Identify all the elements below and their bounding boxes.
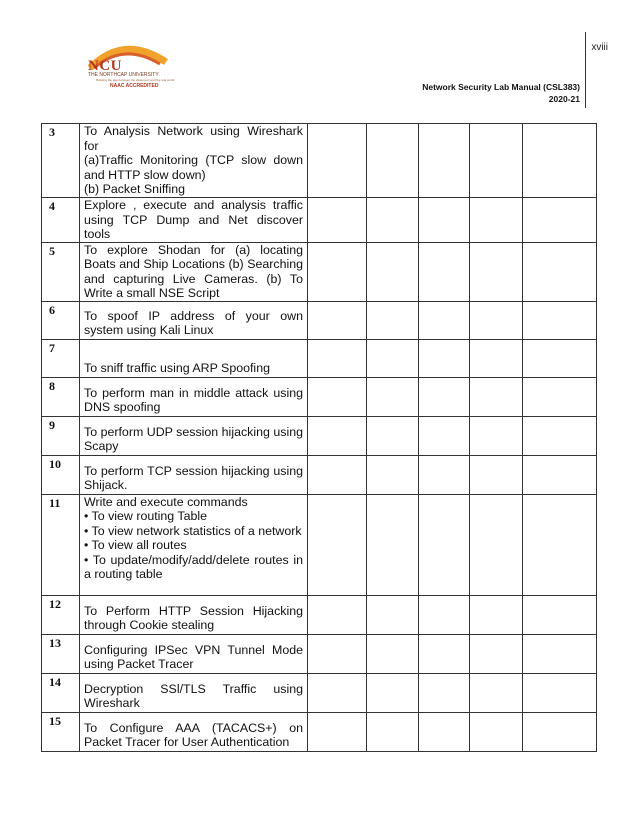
blank-cell [419,673,470,712]
logo-subtitle: THE NORTHCAP UNIVERSITY [88,72,159,78]
description-line: To explore Shodan for (a) locating Boats and Ship Locations (b) Searching and capturing Live Cameras. (b) To Write a small NSE Script [84,242,303,300]
table-row [42,494,597,595]
blank-cell [367,339,419,377]
blank-cell [367,242,419,301]
description-line: • To view network statistics of a network [84,523,302,538]
experiment-description [80,339,308,377]
blank-cell [308,198,367,243]
table-row [42,377,597,416]
blank-cell [523,673,597,712]
blank-cell [367,634,419,673]
table-row [42,339,597,377]
experiment-number: 3 [42,124,80,198]
blank-cell [523,377,597,416]
experiment-number: 5 [42,242,80,301]
experiment-description [80,124,308,198]
description-line: To sniff traffic using ARP Spoofing [84,361,270,375]
blank-cell [308,242,367,301]
blank-cell [367,301,419,339]
description-line: • To view all routes [84,538,187,552]
blank-cell [419,339,470,377]
blank-cell [308,595,367,634]
manual-title: Network Security Lab Manual (CSL383) [422,82,580,92]
blank-cell [308,301,367,339]
page-number: xviii [591,42,608,53]
experiment-number: 7 [42,339,80,377]
blank-cell [308,416,367,455]
blank-cell [523,301,597,339]
blank-cell [470,455,523,494]
blank-cell [470,242,523,301]
description-line: To perform TCP session hijacking using Shijack. [84,463,303,492]
description-line: Write and execute commands [84,494,248,509]
blank-cell [523,595,597,634]
description-line: To perform man in middle attack using DNS spoofing [84,385,303,414]
blank-cell [419,124,470,198]
blank-cell [523,712,597,751]
blank-cell [367,595,419,634]
blank-cell [523,242,597,301]
blank-cell [308,712,367,751]
experiment-description [80,416,308,455]
experiment-number: 10 [42,455,80,494]
blank-cell [367,455,419,494]
table-row [42,198,597,243]
logo-accreditation: NAAC ACCREDITED [110,83,159,89]
experiment-table [41,123,597,752]
blank-cell [470,198,523,243]
experiment-description [80,198,308,243]
blank-cell [470,301,523,339]
blank-cell [308,124,367,198]
table-row [42,712,597,751]
blank-cell [523,124,597,198]
experiment-number: 13 [42,634,80,673]
logo-text: NCU [88,58,122,74]
blank-cell [367,198,419,243]
experiment-description [80,455,308,494]
blank-cell [523,494,597,595]
experiment-description [80,595,308,634]
blank-cell [367,712,419,751]
experiment-description [80,301,308,339]
table-row [42,455,597,494]
blank-cell [523,455,597,494]
blank-cell [419,242,470,301]
blank-cell [419,494,470,595]
blank-cell [367,673,419,712]
blank-cell [470,712,523,751]
description-line: • To update/modify/add/delete routes in a routing table [84,552,303,581]
blank-cell [470,124,523,198]
blank-cell [470,416,523,455]
blank-cell [308,339,367,377]
blank-cell [419,301,470,339]
experiment-number: 12 [42,595,80,634]
description-line: (b) Packet Sniffing [84,182,186,196]
blank-cell [419,198,470,243]
experiment-description [80,494,308,595]
experiment-description [80,712,308,751]
description-line: (a)Traffic Monitoring (TCP slow down and HTTP slow down) [84,153,303,182]
table-row [42,124,597,198]
description-line: To spoof IP address of your own system using Kali Linux [84,308,303,337]
experiment-number: 6 [42,301,80,339]
blank-cell [419,377,470,416]
experiment-number: 8 [42,377,80,416]
blank-cell [419,634,470,673]
blank-cell [419,455,470,494]
manual-year: 2020-21 [548,94,580,104]
blank-cell [367,494,419,595]
blank-cell [308,673,367,712]
blank-cell [470,595,523,634]
experiment-number: 15 [42,712,80,751]
experiment-description [80,673,308,712]
blank-cell [470,339,523,377]
blank-cell [470,673,523,712]
blank-cell [419,712,470,751]
experiment-description [80,634,308,673]
experiment-description [80,242,308,301]
table-row [42,242,597,301]
blank-cell [308,494,367,595]
blank-cell [308,634,367,673]
blank-cell [419,595,470,634]
table-row [42,595,597,634]
blank-cell [367,377,419,416]
blank-cell [470,377,523,416]
description-line: To Perform HTTP Session Hijacking through Cookie stealing [84,603,303,632]
blank-cell [419,416,470,455]
blank-cell [523,416,597,455]
experiment-number: 4 [42,198,80,243]
experiment-description [80,377,308,416]
description-line: Configuring IPSec VPN Tunnel Mode using Packet Tracer [84,642,303,671]
table-row [42,634,597,673]
blank-cell [367,124,419,198]
blank-cell [367,416,419,455]
description-line: To perform UDP session hijacking using Scapy [84,424,303,453]
blank-cell [308,377,367,416]
blank-cell [308,455,367,494]
experiment-number: 9 [42,416,80,455]
description-line: To Configure AAA (TACACS+) on Packet Tracer for User Authentication [84,720,303,749]
description-line: To Analysis Network using Wireshark for [84,124,303,153]
description-line: Decryption SSl/TLS Traffic using Wireshark [84,681,303,710]
experiment-number: 14 [42,673,80,712]
blank-cell [523,634,597,673]
blank-cell [523,339,597,377]
blank-cell [523,198,597,243]
table-row [42,301,597,339]
blank-cell [470,494,523,595]
logo-tagline: Bridging the gap between the classroom and the real world [96,78,175,82]
description-line: Explore , execute and analysis traffic using TCP Dump and Net discover tools [84,198,303,241]
description-line: • To view routing Table [84,509,208,523]
table-row [42,416,597,455]
experiment-number: 11 [42,494,80,595]
header-divider [585,32,586,108]
table-row [42,673,597,712]
blank-cell [470,634,523,673]
